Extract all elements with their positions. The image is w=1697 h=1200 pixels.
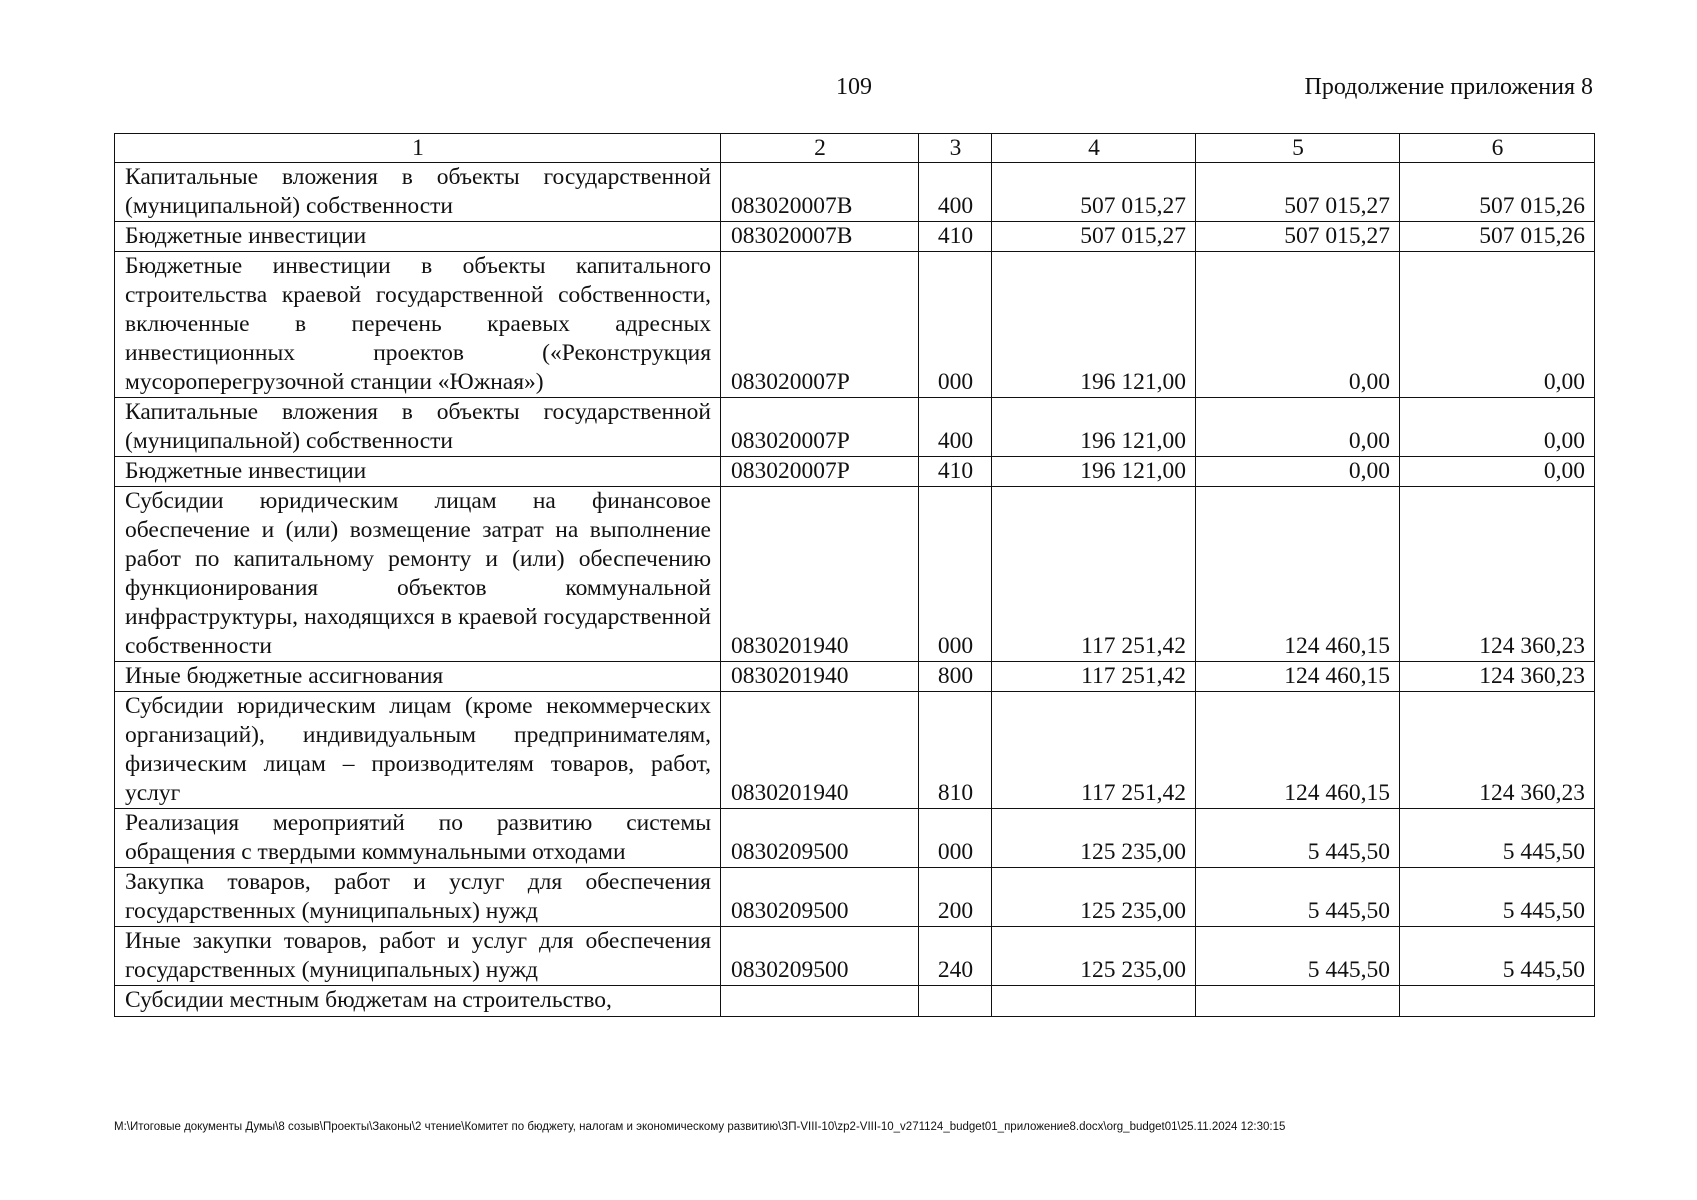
row-code: 0830201940 <box>721 662 919 692</box>
row-code: 083020007Р <box>721 398 919 457</box>
row-type: 000 <box>919 809 992 868</box>
continuation-title: Продолжение приложения 8 <box>1304 74 1593 100</box>
row-amount-4: 196 121,00 <box>992 457 1196 487</box>
row-amount-4: 196 121,00 <box>992 398 1196 457</box>
row-amount-6: 124 360,23 <box>1400 662 1595 692</box>
row-amount-4: 117 251,42 <box>992 487 1196 662</box>
row-type: 400 <box>919 163 992 222</box>
row-amount-4: 507 015,27 <box>992 163 1196 222</box>
table-row <box>115 692 1595 809</box>
column-header: 2 <box>721 134 919 163</box>
row-amount-6: 0,00 <box>1400 398 1595 457</box>
row-code: 0830201940 <box>721 487 919 662</box>
column-header: 6 <box>1400 134 1595 163</box>
row-name: Субсидии юридическим лицам на финансовое обеспечение и (или) возмещение затрат на выполнение работ по капитальному ремонту и (или) обеспечению функционирования объектов коммунальной инфраструктуры, находящихся в краевой государственной собственности <box>115 487 721 662</box>
table-row <box>115 662 1595 692</box>
column-header: 1 <box>115 134 721 163</box>
row-code: 0830201940 <box>721 692 919 809</box>
row-amount-4: 125 235,00 <box>992 809 1196 868</box>
row-code: 0830209500 <box>721 809 919 868</box>
row-amount-4: 117 251,42 <box>992 662 1196 692</box>
row-amount-4: 125 235,00 <box>992 868 1196 927</box>
table-row <box>115 868 1595 927</box>
row-amount-5: 0,00 <box>1196 252 1400 398</box>
row-amount-6 <box>1400 986 1595 1017</box>
row-amount-6: 5 445,50 <box>1400 927 1595 986</box>
row-name: Бюджетные инвестиции в объекты капитального строительства краевой государственной собственности, включенные в перечень краевых адресных инвестиционных проектов («Реконструкция мусороперегрузочной станции «Южная») <box>115 252 721 398</box>
column-header: 5 <box>1196 134 1400 163</box>
row-code: 083020007Р <box>721 457 919 487</box>
table-row <box>115 927 1595 986</box>
row-name: Капитальные вложения в объекты государственной (муниципальной) собственности <box>115 163 721 222</box>
row-code: 083020007В <box>721 222 919 252</box>
row-type: 810 <box>919 692 992 809</box>
row-name: Субсидии юридическим лицам (кроме некоммерческих организаций), индивидуальным предпринимателям, физическим лицам – производителям товаров, работ, услуг <box>115 692 721 809</box>
row-amount-5: 0,00 <box>1196 457 1400 487</box>
row-type <box>919 986 992 1017</box>
table-row <box>115 222 1595 252</box>
table-row <box>115 398 1595 457</box>
row-type: 400 <box>919 398 992 457</box>
document-path: M:\Итоговые документы Думы\8 созыв\Проекты\Законы\2 чтение\Комитет по бюджету, налогам и экономическому развитию\ЗП-VIII-10\zp2-VIII-10_v271124_budget01_приложение8.docx\org_budget01\25.11.2024 12:30:15 <box>114 1121 1286 1133</box>
row-amount-5: 124 460,15 <box>1196 487 1400 662</box>
row-name: Субсидии местным бюджетам на строительство, <box>115 986 721 1017</box>
row-type: 000 <box>919 487 992 662</box>
row-amount-6: 0,00 <box>1400 457 1595 487</box>
row-name: Бюджетные инвестиции <box>115 222 721 252</box>
row-amount-5: 124 460,15 <box>1196 662 1400 692</box>
row-amount-6: 5 445,50 <box>1400 868 1595 927</box>
row-type: 000 <box>919 252 992 398</box>
table-row <box>115 457 1595 487</box>
row-amount-6: 507 015,26 <box>1400 222 1595 252</box>
row-code: 083020007Р <box>721 252 919 398</box>
row-name: Закупка товаров, работ и услуг для обеспечения государственных (муниципальных) нужд <box>115 868 721 927</box>
row-name: Иные бюджетные ассигнования <box>115 662 721 692</box>
row-code: 0830209500 <box>721 868 919 927</box>
page-number: 109 <box>836 74 872 100</box>
row-code <box>721 986 919 1017</box>
row-type: 240 <box>919 927 992 986</box>
table-row <box>115 163 1595 222</box>
row-amount-6: 124 360,23 <box>1400 487 1595 662</box>
row-amount-6: 507 015,26 <box>1400 163 1595 222</box>
row-type: 200 <box>919 868 992 927</box>
column-header: 3 <box>919 134 992 163</box>
row-amount-4: 507 015,27 <box>992 222 1196 252</box>
row-amount-5 <box>1196 986 1400 1017</box>
table-row <box>115 487 1595 662</box>
row-code: 083020007В <box>721 163 919 222</box>
row-type: 410 <box>919 222 992 252</box>
row-amount-6: 124 360,23 <box>1400 692 1595 809</box>
row-amount-5: 5 445,50 <box>1196 868 1400 927</box>
row-amount-5: 0,00 <box>1196 398 1400 457</box>
row-amount-5: 5 445,50 <box>1196 927 1400 986</box>
row-amount-6: 0,00 <box>1400 252 1595 398</box>
column-header: 4 <box>992 134 1196 163</box>
row-amount-4 <box>992 986 1196 1017</box>
table-row <box>115 986 1595 1017</box>
row-amount-5: 507 015,27 <box>1196 163 1400 222</box>
row-type: 800 <box>919 662 992 692</box>
row-amount-5: 124 460,15 <box>1196 692 1400 809</box>
row-code: 0830209500 <box>721 927 919 986</box>
row-amount-6: 5 445,50 <box>1400 809 1595 868</box>
row-name: Реализация мероприятий по развитию системы обращения с твердыми коммунальными отходами <box>115 809 721 868</box>
row-amount-4: 117 251,42 <box>992 692 1196 809</box>
row-amount-4: 125 235,00 <box>992 927 1196 986</box>
row-amount-4: 196 121,00 <box>992 252 1196 398</box>
table-header-row <box>115 134 1595 163</box>
table-row <box>115 252 1595 398</box>
row-name: Капитальные вложения в объекты государственной (муниципальной) собственности <box>115 398 721 457</box>
table-row <box>115 809 1595 868</box>
row-amount-5: 507 015,27 <box>1196 222 1400 252</box>
row-type: 410 <box>919 457 992 487</box>
budget-table <box>114 133 1595 1017</box>
row-amount-5: 5 445,50 <box>1196 809 1400 868</box>
row-name: Иные закупки товаров, работ и услуг для обеспечения государственных (муниципальных) нужд <box>115 927 721 986</box>
row-name: Бюджетные инвестиции <box>115 457 721 487</box>
